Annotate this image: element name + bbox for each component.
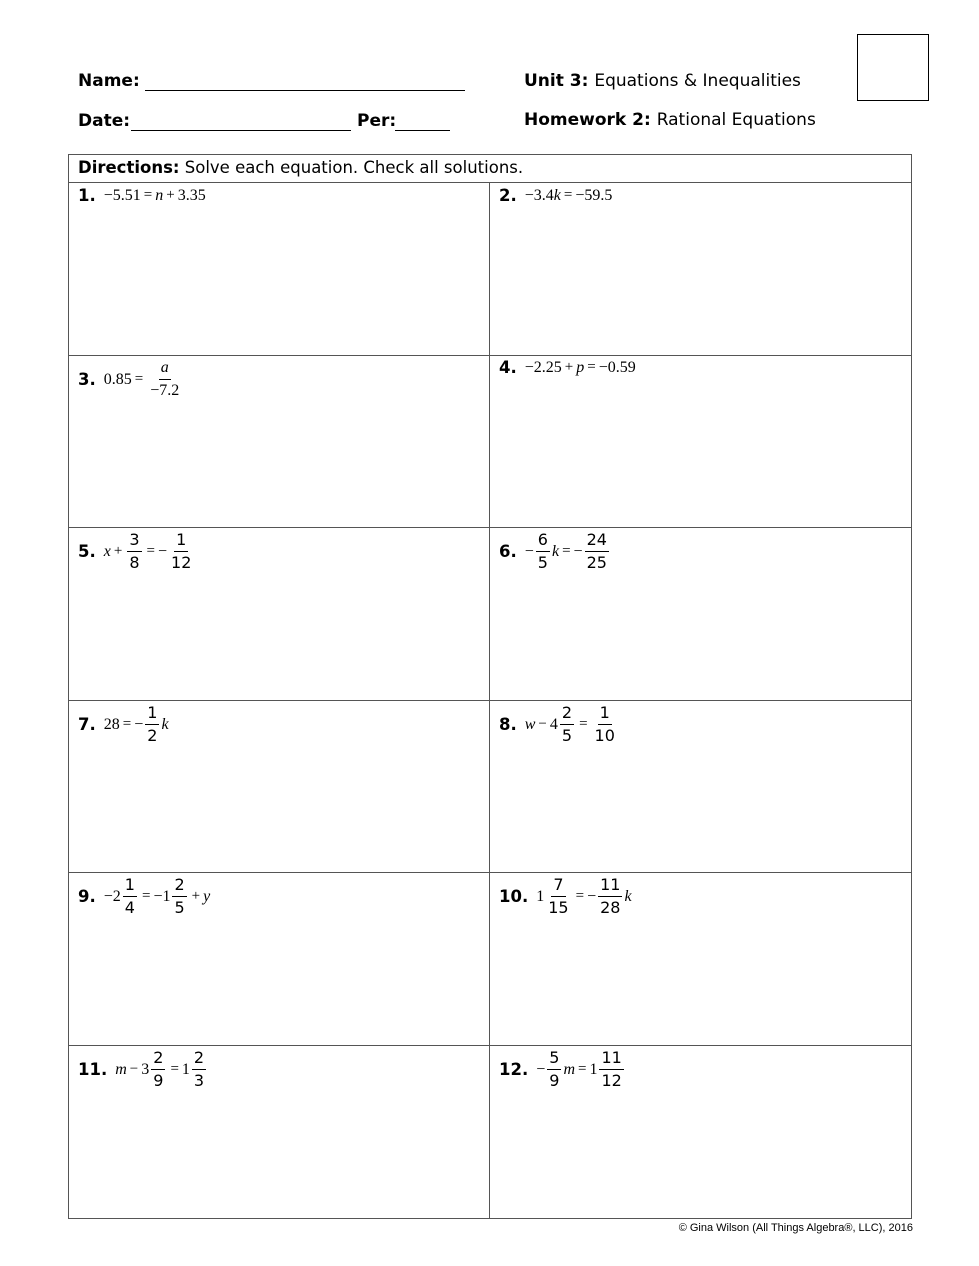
problem-3[interactable] xyxy=(78,357,183,402)
per-label: Per: xyxy=(357,111,397,131)
fraction xyxy=(593,702,617,747)
variable: y xyxy=(203,887,211,905)
mixed-number xyxy=(536,874,572,919)
fraction xyxy=(127,529,141,574)
problem-9[interactable] xyxy=(78,874,210,919)
fraction xyxy=(585,529,609,574)
whole-part: 1 xyxy=(181,1060,190,1078)
numerator: 3 xyxy=(127,529,141,552)
operator: = xyxy=(122,716,132,732)
fraction xyxy=(148,357,181,402)
problem-4[interactable] xyxy=(499,358,636,377)
operator: + xyxy=(113,543,123,559)
problem-number: 4. xyxy=(499,358,517,377)
mixed-number xyxy=(141,1047,167,1092)
fraction xyxy=(598,874,622,919)
unit-heading xyxy=(524,71,801,91)
term: 28 xyxy=(103,715,120,733)
unit-label: Unit 3: xyxy=(524,71,589,91)
numerator: 1 xyxy=(598,702,612,725)
numerator: 11 xyxy=(598,874,622,897)
denominator: 12 xyxy=(171,553,192,572)
sign: − xyxy=(536,1060,546,1078)
problem-number: 9. xyxy=(78,887,96,906)
sign: − xyxy=(587,887,597,905)
whole-part: 1 xyxy=(536,887,545,905)
denominator: 4 xyxy=(124,898,135,917)
column-divider xyxy=(489,183,490,1219)
mixed-number xyxy=(104,874,139,919)
variable: k xyxy=(161,715,169,733)
denominator: 2 xyxy=(147,726,158,745)
score-box xyxy=(857,34,929,101)
sign: − xyxy=(157,542,168,560)
variable: k xyxy=(551,542,560,560)
homework-title: Rational Equations xyxy=(656,110,816,130)
operator: = xyxy=(143,187,153,203)
operator: = xyxy=(578,1061,587,1077)
denominator: −7.2 xyxy=(150,382,180,399)
problem-6[interactable] xyxy=(499,529,611,574)
problem-number: 1. xyxy=(78,186,96,205)
denominator: 8 xyxy=(129,553,140,572)
row-divider xyxy=(68,355,912,356)
operator: + xyxy=(166,187,175,203)
term: 3.35 xyxy=(177,186,206,204)
problem-number: 10. xyxy=(499,887,529,906)
problem-number: 2. xyxy=(499,186,517,205)
operator: = xyxy=(146,543,155,559)
sign: − xyxy=(524,542,534,560)
operator: = xyxy=(579,716,588,732)
fraction xyxy=(546,874,570,919)
term: −3.4 xyxy=(524,186,554,204)
term: −5.51 xyxy=(103,186,141,204)
problem-number: 5. xyxy=(78,542,96,561)
term: −2.25 xyxy=(524,358,562,376)
denominator: 25 xyxy=(586,553,607,572)
numerator: 2 xyxy=(151,1047,165,1070)
row-divider xyxy=(68,1045,912,1046)
homework-label: Homework 2: xyxy=(524,110,651,130)
problem-number: 3. xyxy=(78,370,96,389)
date-blank[interactable] xyxy=(131,130,351,131)
variable: w xyxy=(524,715,536,733)
operator: = xyxy=(141,888,151,904)
variable: n xyxy=(155,186,164,204)
variable: m xyxy=(563,1060,576,1078)
unit-title: Equations & Inequalities xyxy=(594,71,801,91)
fraction xyxy=(560,702,574,747)
mixed-number xyxy=(550,702,576,747)
whole-part: 3 xyxy=(141,1060,150,1078)
operator: − xyxy=(538,716,547,732)
operator: + xyxy=(191,888,201,904)
denominator: 15 xyxy=(548,898,569,917)
problem-2[interactable] xyxy=(499,186,612,205)
directions xyxy=(68,154,912,183)
numerator: 11 xyxy=(599,1047,623,1070)
directions-label: Directions: xyxy=(78,158,180,177)
whole-part: −2 xyxy=(103,887,121,905)
operator: = xyxy=(134,371,144,387)
numerator: 1 xyxy=(123,874,137,897)
numerator: 2 xyxy=(172,874,186,897)
problem-number: 12. xyxy=(499,1060,529,1079)
problem-12[interactable] xyxy=(499,1047,626,1092)
date-label: Date: xyxy=(78,111,131,131)
operator: = xyxy=(170,1061,179,1077)
denominator: 9 xyxy=(153,1071,164,1090)
variable: k xyxy=(553,186,561,204)
mixed-number xyxy=(182,1047,208,1092)
fraction xyxy=(151,1047,165,1092)
fraction xyxy=(145,702,159,747)
fraction xyxy=(172,874,186,919)
problem-number: 11. xyxy=(78,1060,108,1079)
variable: m xyxy=(115,1060,127,1078)
problem-number: 7. xyxy=(78,715,96,734)
term: 0.85 xyxy=(103,370,132,388)
numerator: 7 xyxy=(551,874,565,897)
whole-part: 1 xyxy=(589,1060,598,1078)
variable: p xyxy=(576,358,585,376)
fraction xyxy=(192,1047,206,1092)
numerator: 1 xyxy=(174,529,188,552)
problem-7[interactable] xyxy=(78,702,169,747)
denominator: 3 xyxy=(193,1071,205,1090)
problem-11[interactable] xyxy=(78,1047,208,1092)
directions-text: Solve each equation. Check all solutions. xyxy=(184,158,524,177)
numerator: 1 xyxy=(145,702,159,725)
fraction xyxy=(123,874,137,919)
whole-part: 4 xyxy=(549,715,558,733)
fraction xyxy=(536,529,550,574)
variable: x xyxy=(103,542,111,560)
operator: = xyxy=(587,359,596,375)
term: −59.5 xyxy=(575,186,613,204)
numerator: 6 xyxy=(536,529,550,552)
term: −0.59 xyxy=(598,358,636,376)
variable: k xyxy=(624,887,632,905)
fraction xyxy=(169,529,193,574)
problem-number: 6. xyxy=(499,542,517,561)
sign: − xyxy=(573,542,583,560)
operator: − xyxy=(129,1061,139,1077)
row-divider xyxy=(68,872,912,873)
name-blank[interactable] xyxy=(145,90,465,91)
numerator: 2 xyxy=(560,702,574,725)
numerator: 5 xyxy=(547,1047,561,1070)
mixed-number xyxy=(153,874,188,919)
sign: − xyxy=(134,715,144,733)
denominator: 12 xyxy=(601,1071,622,1090)
fraction xyxy=(547,1047,561,1092)
numerator: a xyxy=(159,357,171,380)
whole-part: −1 xyxy=(153,887,171,905)
problem-10[interactable] xyxy=(499,874,632,919)
operator: = xyxy=(575,888,585,904)
homework-heading xyxy=(524,110,816,130)
denominator: 9 xyxy=(549,1071,560,1090)
operator: = xyxy=(562,543,571,559)
numerator: 24 xyxy=(585,529,609,552)
operator: + xyxy=(564,359,574,375)
mixed-number xyxy=(589,1047,625,1092)
denominator: 5 xyxy=(561,726,573,745)
row-divider xyxy=(68,527,912,528)
problem-1[interactable] xyxy=(78,186,206,205)
per-blank[interactable] xyxy=(395,130,450,131)
numerator: 2 xyxy=(192,1047,206,1070)
denominator: 10 xyxy=(594,726,615,745)
row-divider xyxy=(68,700,912,701)
name-label: Name: xyxy=(78,71,140,91)
fraction xyxy=(599,1047,623,1092)
problem-8[interactable] xyxy=(499,702,619,747)
problem-number: 8. xyxy=(499,715,517,734)
copyright-notice: © Gina Wilson (All Things Algebra®, LLC), 2016 xyxy=(678,1222,913,1234)
denominator: 28 xyxy=(600,898,621,917)
denominator: 5 xyxy=(537,553,548,572)
problem-5[interactable] xyxy=(78,529,195,574)
denominator: 5 xyxy=(174,898,185,917)
operator: = xyxy=(563,187,573,203)
